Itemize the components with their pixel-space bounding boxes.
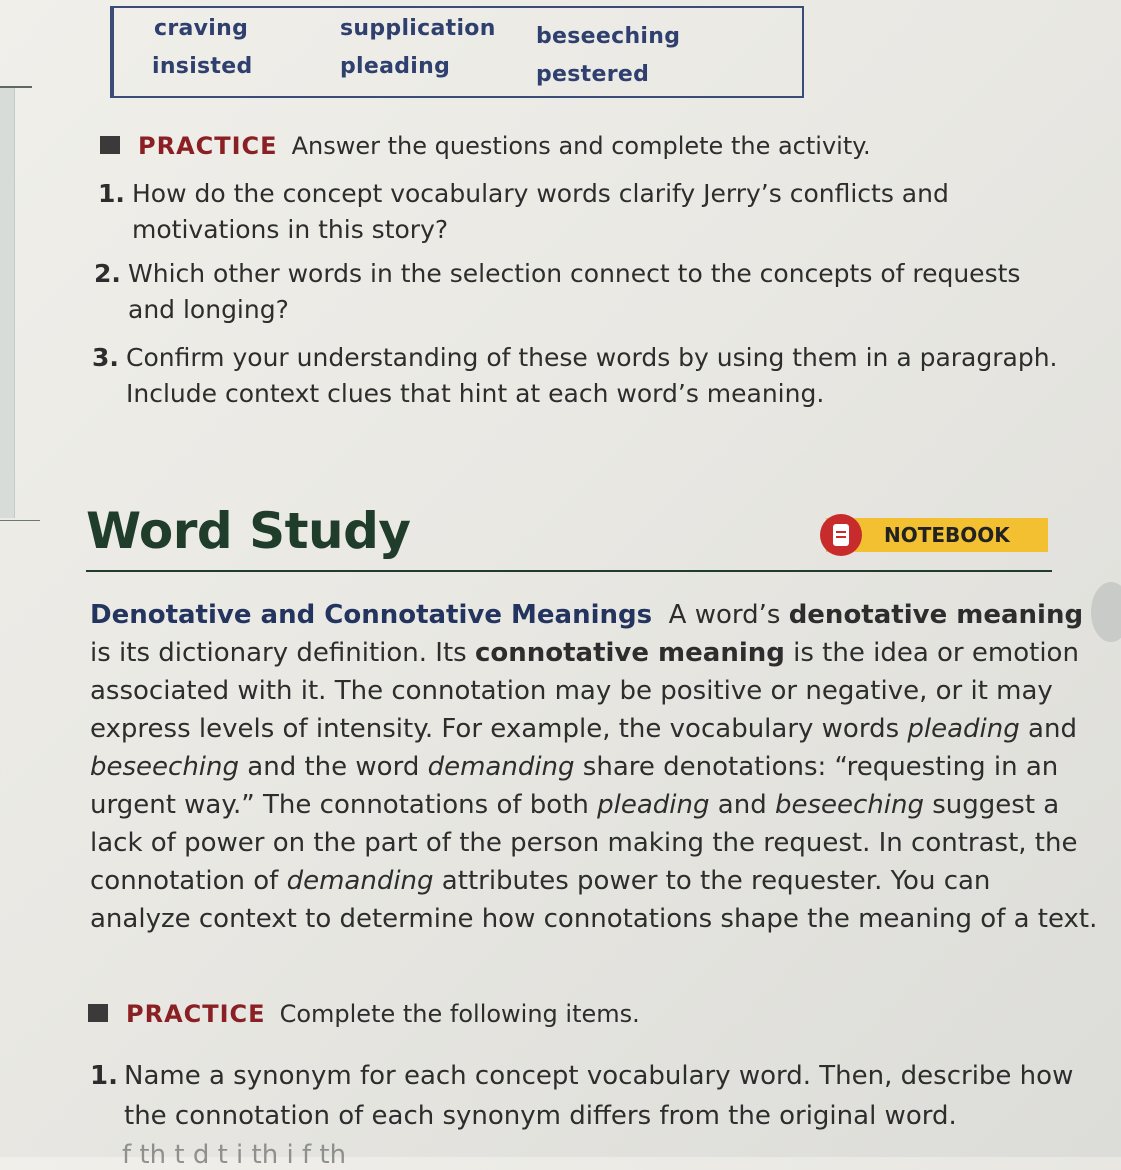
notebook-label: NOTEBOOK (884, 523, 1010, 547)
question-text: the connotation of each synonym differs from the original word. (124, 1101, 957, 1131)
text-run: urgent way.” The connotations of both (90, 790, 598, 820)
text-run: is the idea or emotion (784, 638, 1079, 668)
italic-term: demanding (286, 866, 434, 896)
question-number: 2. (94, 259, 121, 288)
square-bullet-icon (88, 1004, 108, 1022)
question-number: 1. (90, 1061, 118, 1091)
text-run: connotation of (90, 866, 287, 896)
text-run: attributes power to the requester. You can (433, 866, 991, 896)
italic-term: beseeching (90, 752, 240, 782)
practice-instruction: Answer the questions and complete the activity. (291, 132, 871, 160)
text-run: and (709, 790, 775, 820)
paragraph-line (90, 638, 1079, 668)
margin-rule-lower (0, 520, 40, 521)
notebook-icon (820, 514, 862, 556)
vocab-word: beseeching (536, 24, 681, 49)
question-text: How do the concept vocabulary words clarify Jerry’s conflicts and (132, 179, 949, 208)
practice-heading (100, 132, 871, 160)
question-number: 3. (92, 343, 119, 372)
paragraph-line: associated with it. The connotation may be positive or negative, or it may (90, 676, 1053, 706)
vocab-word: insisted (152, 54, 253, 79)
vocab-word: supplication (340, 16, 496, 41)
italic-term: beseeching (774, 790, 924, 820)
text-run: share denotations: “requesting in an (574, 752, 1059, 782)
question-2 (94, 256, 1021, 328)
vocab-word: pleading (340, 54, 451, 79)
text-run: and (1019, 714, 1077, 744)
paragraph-line: analyze context to determine how connotations shape the meaning of a text. (90, 904, 1098, 934)
bold-term: denotative meaning (788, 600, 1084, 630)
question-number: 1. (98, 179, 125, 208)
question-text: Confirm your understanding of these words by using them in a paragraph. (126, 343, 1058, 372)
paragraph-line (90, 752, 1058, 782)
question-text: motivations in this story? (132, 215, 449, 244)
italic-term: pleading (907, 714, 1020, 744)
bold-term: connotative meaning (474, 638, 785, 668)
italic-term: demanding (427, 752, 575, 782)
paragraph-line (90, 600, 1083, 630)
text-run: A word’s (668, 600, 789, 630)
text-run: express levels of intensity. For example, the vocabulary words (90, 714, 908, 744)
italic-term: pleading (597, 790, 710, 820)
cut-off-text: f th t d t i th i f th (122, 1140, 347, 1170)
paragraph-line (90, 790, 1059, 820)
text-run: suggest a (924, 790, 1060, 820)
notebook-badge (826, 518, 1048, 552)
vocab-word: pestered (536, 62, 650, 87)
section-title: Word Study (86, 502, 411, 560)
question-text: Which other words in the selection connect to the concepts of requests (128, 259, 1021, 288)
margin-rule (0, 86, 32, 88)
practice-label: PRACTICE (138, 132, 278, 160)
square-bullet-icon (100, 136, 120, 154)
paragraph-line (90, 866, 990, 896)
question-1 (98, 176, 949, 248)
practice-instruction: Complete the following items. (279, 1000, 640, 1028)
page-left-margin (0, 88, 15, 518)
question-text: Include context clues that hint at each word’s meaning. (126, 379, 825, 408)
page-edge-shadow (1091, 582, 1121, 642)
practice-label: PRACTICE (126, 1000, 266, 1028)
paragraph-line (90, 714, 1077, 744)
question-text: and longing? (128, 295, 289, 324)
text-run: and the word (239, 752, 428, 782)
question-3 (92, 340, 1058, 412)
question-text: Name a synonym for each concept vocabulary word. Then, describe how (124, 1061, 1074, 1091)
paragraph-heading: Denotative and Connotative Meanings (90, 600, 653, 630)
paragraph-line: lack of power on the part of the person making the request. In contrast, the (90, 828, 1078, 858)
practice-heading-2 (88, 1000, 640, 1028)
question-1-item (90, 1056, 1074, 1136)
text-run: is its dictionary definition. Its (90, 638, 475, 668)
vocabulary-box (110, 6, 804, 98)
vocab-word: craving (154, 16, 249, 41)
section-divider (86, 570, 1052, 572)
